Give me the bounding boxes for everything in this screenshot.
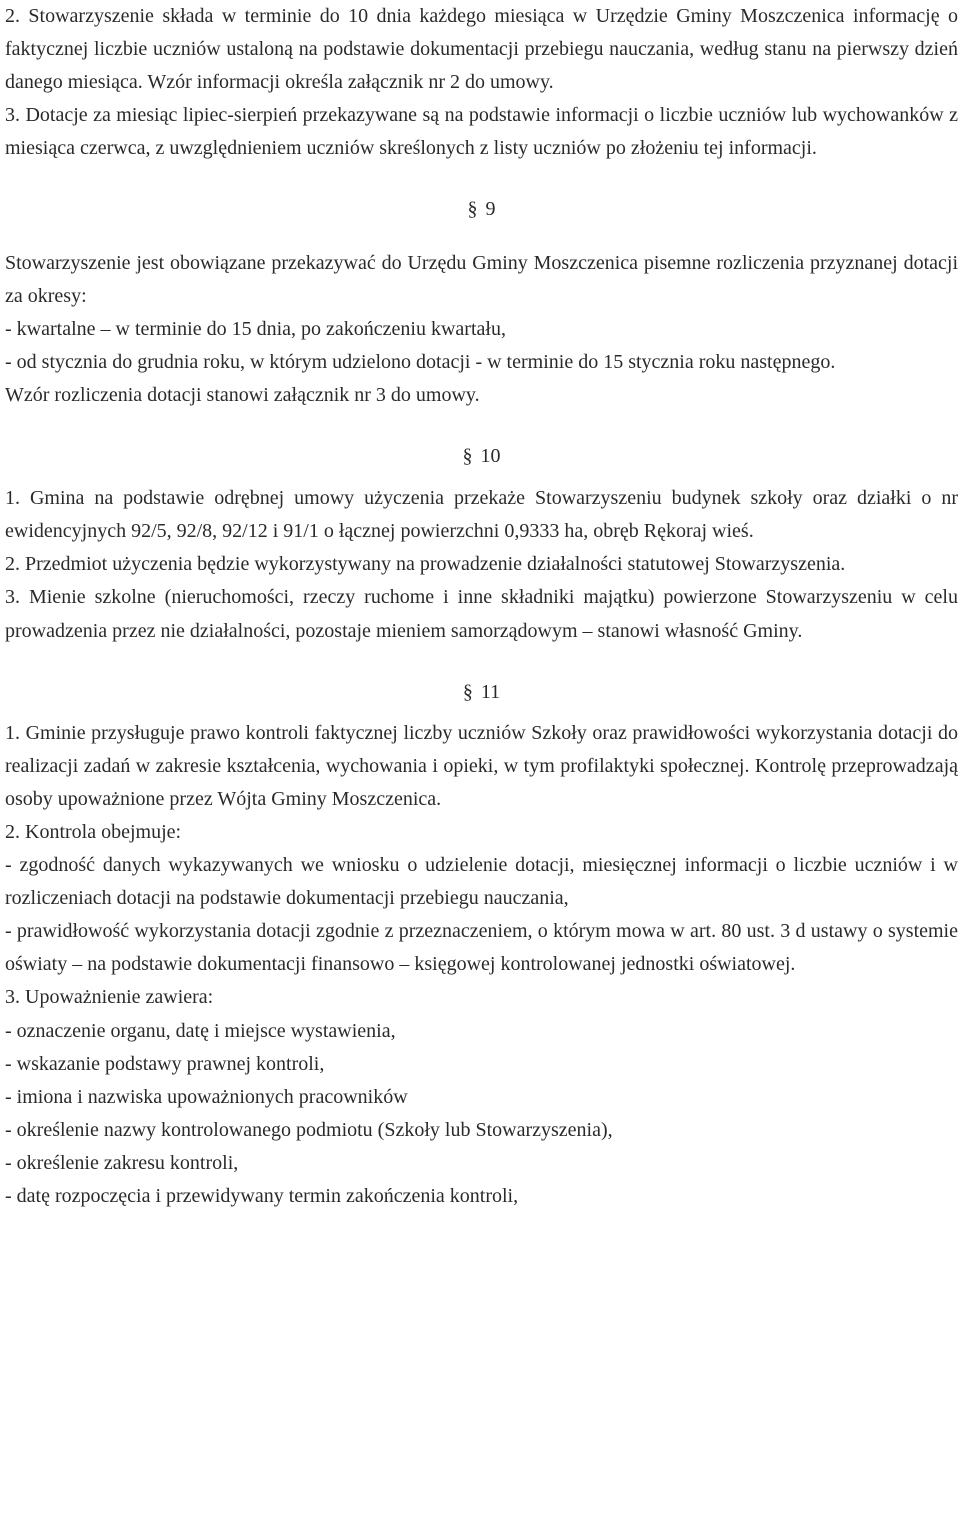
authorization-item: - oznaczenie organu, datę i miejsce wystawienia, [5, 1019, 396, 1042]
sec10-paragraph-2: 2. Przedmiot użyczenia będzie wykorzystywany na prowadzenie działalności statutowej Stowarzyszenia. [5, 553, 846, 576]
authorization-item: - imiona i nazwiska upoważnionych pracowników [5, 1085, 408, 1108]
section-number: 10 [480, 445, 501, 468]
section-sign-icon: § [467, 198, 478, 221]
section-number: 9 [485, 198, 496, 221]
sec10-paragraph-1: 1. Gmina na podstawie odrębnej umowy użyczenia przekaże Stowarzyszeniu budynek szkoły oraz działki o nr ewidencyjnych 92/5, 92/8, 92/12 i 91/1 o łącznej powierzchni 0,9333 ha, obręb Rękoraj wieś. [5, 487, 958, 543]
document-page [5, 0, 958, 1213]
section-heading-9 [5, 193, 958, 226]
section-sign-icon: § [462, 445, 473, 468]
sec11-paragraph-2-heading: 2. Kontrola obejmuje: [5, 820, 182, 843]
section-heading-11 [5, 676, 958, 709]
sec9-intro: Stowarzyszenie jest obowiązane przekazywać do Urzędu Gminy Moszczenica pisemne rozliczenia przyznanej dotacji za okresy: [5, 251, 958, 307]
sec11-paragraph-1: 1. Gminie przysługuje prawo kontroli faktycznej liczby uczniów Szkoły oraz prawidłowości wykorzystania dotacji do realizacji zadań w zakresie kształcenia, wychowania i opieki, w tym profilaktyki społecznej. Kontrolę przeprowadzają osoby upoważnione przez Wójta Gminy Moszczenica. [5, 721, 958, 810]
section-sign-icon: § [462, 680, 473, 703]
authorization-item: - określenie nazwy kontrolowanego podmiotu (Szkoły lub Stowarzyszenia), [5, 1118, 613, 1141]
sec9-item-yearly: - od stycznia do grudnia roku, w którym udzielono dotacji - w terminie do 15 stycznia roku następnego. [5, 350, 836, 373]
sec11-control-item-1: - zgodność danych wykazywanych we wniosku o udzielenie dotacji, miesięcznej informacji o liczbie uczniów i w rozliczeniach dotacji na podstawie dokumentacji przebiegu nauczania, [5, 854, 958, 910]
paragraph-3-summer-subsidies: 3. Dotacje za miesiąc lipiec-sierpień przekazywane są na podstawie informacji o liczbie uczniów lub wychowanków z miesiąca czerwca, z uwzględnieniem uczniów skreślonych z listy uczniów po złożeniu tej informacji. [5, 104, 958, 160]
authorization-item: - określenie zakresu kontroli, [5, 1151, 239, 1174]
authorization-item: - datę rozpoczęcia i przewidywany termin zakończenia kontroli, [5, 1185, 519, 1207]
sec9-template-note: Wzór rozliczenia dotacji stanowi załącznik nr 3 do umowy. [5, 383, 480, 406]
sec11-control-item-2: - prawidłowość wykorzystania dotacji zgodnie z przeznaczeniem, o którym mowa w art. 80 ust. 3 d ustawy o systemie oświaty – na podstawie dokumentacji finansowo – księgowej kontrolowanej jednostki oświatowej. [5, 920, 958, 976]
paragraph-2-monthly-information: 2. Stowarzyszenie składa w terminie do 10 dnia każdego miesiąca w Urzędzie Gminy Moszczenica informację o faktycznej liczbie uczniów ustaloną na podstawie dokumentacji przebiegu nauczania, według stanu na pierwszy dzień danego miesiąca. Wzór informacji określa załącznik nr 2 do umowy. [5, 5, 958, 94]
authorization-item: - wskazanie podstawy prawnej kontroli, [5, 1052, 325, 1075]
sec11-paragraph-3-heading: 3. Upoważnienie zawiera: [5, 986, 214, 1009]
section-number: 11 [480, 680, 501, 703]
section-heading-10 [5, 440, 958, 473]
sec10-paragraph-3: 3. Mienie szkolne (nieruchomości, rzeczy ruchome i inne składniki majątku) powierzone Stowarzyszeniu w celu prowadzenia przez nie działalności, pozostaje mieniem samorządowym – stanowi własność Gminy. [5, 586, 958, 642]
sec9-item-quarterly: - kwartalne – w terminie do 15 dnia, po zakończeniu kwartału, [5, 317, 506, 340]
